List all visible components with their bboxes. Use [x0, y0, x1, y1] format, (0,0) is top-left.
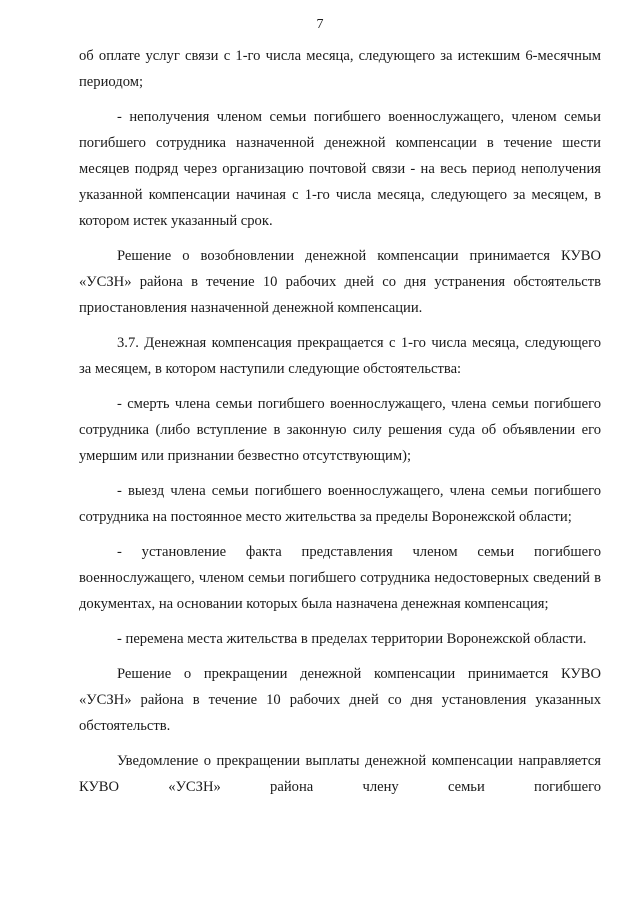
paragraph-section-3-7: 3.7. Денежная компенсация прекращается с 1-го числа месяца, следующего за месяцем, в котором наступили следующие обстоятельства: — [79, 335, 601, 377]
paragraph-termination-decision: Решение о прекращении денежной компенсации принимается КУВО «УСЗН» района в течение 10 рабочих дней со дня установления указанных обстоятельств. — [79, 666, 601, 734]
paragraph-false-info-condition: - установление факта представления членом семьи погибшего военнослужащего, членом семьи погибшего сотрудника недостоверных сведений в документах, на основании которых была назначена денежная компенсация; — [79, 544, 601, 612]
document-body — [79, 43, 601, 809]
page-number: 7 — [316, 17, 324, 32]
paragraph-death-condition: - смерть члена семьи погибшего военнослужащего, члена семьи погибшего сотрудника (либо вступление в законную силу решения суда об объявлении его умершим или признании безвестно отсутствующим); — [79, 396, 601, 464]
paragraph-residence-change-condition: - перемена места жительства в пределах территории Воронежской области. — [117, 631, 587, 647]
paragraph-resumption-decision: Решение о возобновлении денежной компенсации принимается КУВО «УСЗН» района в течение 10 рабочих дней со дня устранения обстоятельств приостановления назначенной денежной компенсации. — [79, 248, 601, 316]
paragraph-postal-payment-tail: об оплате услуг связи с 1-го числа месяца, следующего за истекшим 6-месячным периодом; — [79, 48, 601, 90]
paragraph-non-receipt-condition: - неполучения членом семьи погибшего военнослужащего, членом семьи погибшего сотрудника назначенной денежной компенсации в течение шести месяцев подряд через организацию почтовой связи - на весь период неполучения указанной компенсации начиная с 1-го числа месяца, следующего за месяцем, в котором истек указанный срок. — [79, 109, 601, 229]
paragraph-termination-notice: Уведомление о прекращении выплаты денежной компенсации направляется КУВО «УСЗН» района члену семьи погибшего — [79, 753, 601, 795]
paragraph-relocation-condition: - выезд члена семьи погибшего военнослужащего, члена семьи погибшего сотрудника на постоянное место жительства за пределы Воронежской области; — [79, 483, 601, 525]
